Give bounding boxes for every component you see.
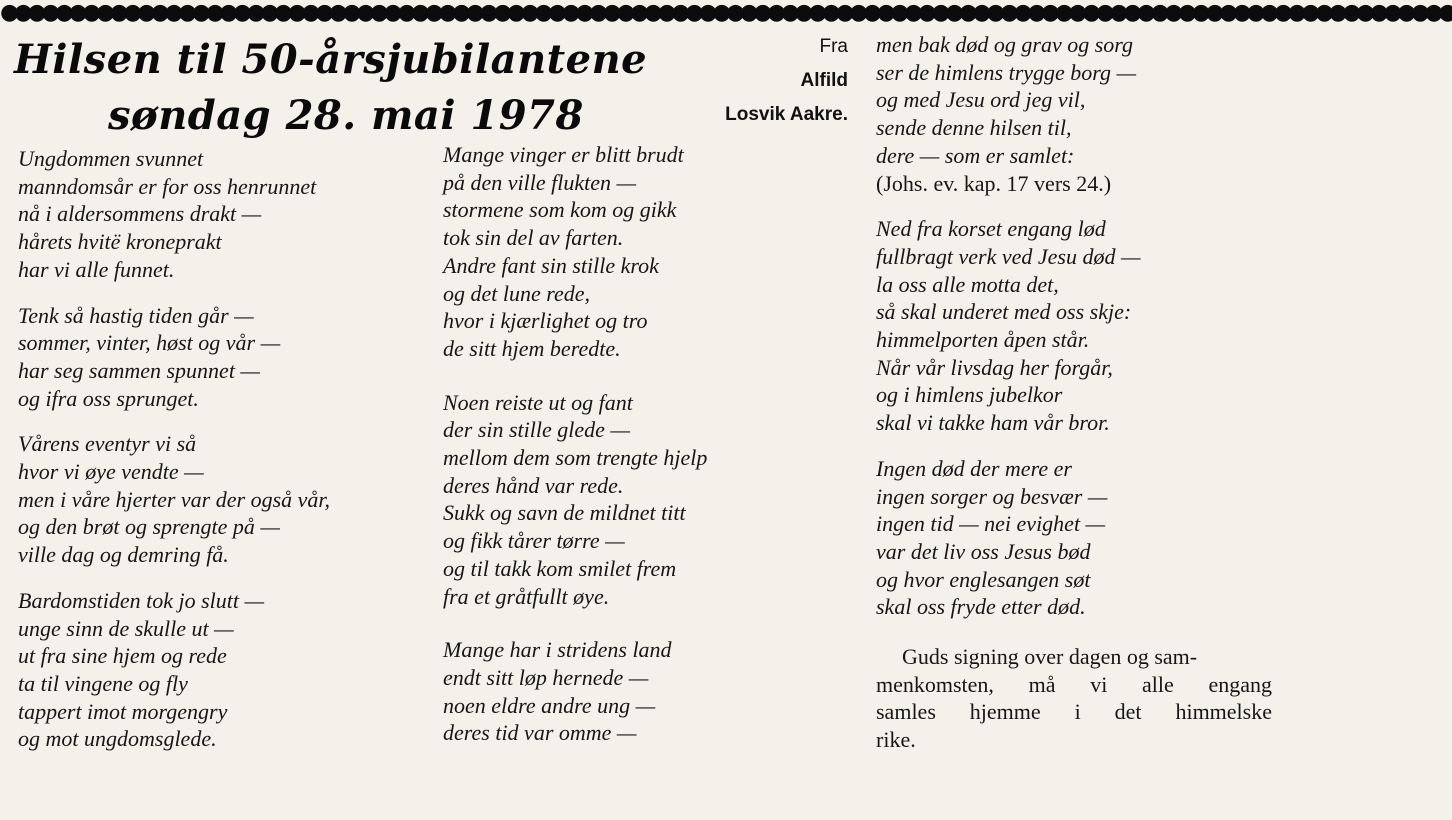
- poem-line: dere — som er samlet:: [876, 142, 1075, 168]
- poem-line: og i himlens jubelkor: [876, 382, 1063, 408]
- poem-line: men bak død og grav og sorg: [876, 32, 1134, 57]
- poem-column-3: [876, 31, 1272, 754]
- poem-line: tappert imot morgengry: [18, 698, 228, 724]
- poem-line: sende denne hilsen til,: [876, 115, 1072, 141]
- poem-line: på den ville flukten —: [443, 169, 637, 195]
- dotted-rule: ●●●●●●●●●●●●●●●●●●●●●●●●●●●●●●●●●●●●●●●●●●●●●●●●●●●●●●●●●●●●●●●●●●●●●●●●●●●●●●●●●●●●●●●●●●●●●●●●●●●●●●●●●●: [0, 0, 1452, 25]
- stanza: [876, 455, 1272, 621]
- poem-line: Sukk og savn de mildnet titt: [443, 500, 686, 526]
- poem-line: ta til vingene og fly: [18, 670, 188, 696]
- poem-column-2: [443, 141, 853, 765]
- title-line-2: søndag 28. mai 1978: [108, 92, 584, 139]
- poem-line: Noen reiste ut og fant: [443, 389, 633, 415]
- poem-line: ser de himlens trygge borg —: [876, 59, 1137, 85]
- byline-surname: Losvik Aakre.: [725, 104, 848, 125]
- stanza: [18, 587, 428, 753]
- poem-line: unge sinn de skulle ut —: [18, 615, 234, 641]
- poem-line: tok sin del av farten.: [443, 225, 624, 251]
- poem-line: Bardomstiden tok jo slutt —: [18, 587, 265, 613]
- stanza: [876, 31, 1272, 197]
- poem-line: skal oss fryde etter død.: [876, 594, 1086, 620]
- poem-line: og det lune rede,: [443, 280, 591, 306]
- poem-line: hvor i kjærlighet og tro: [443, 308, 648, 334]
- poem-line: la oss alle motta det,: [876, 271, 1059, 297]
- poem-line: stormene som kom og gikk: [443, 197, 677, 223]
- stanza: [18, 430, 428, 569]
- poem-column-1: [18, 145, 428, 771]
- poem-line: Ingen død der mere er: [876, 455, 1072, 481]
- poem-line: Andre fant sin stille krok: [443, 252, 659, 278]
- poem-line: hårets hvitë kroneprakt: [18, 229, 222, 255]
- poem-line: og fikk tårer tørre —: [443, 528, 625, 554]
- scripture-reference: (Johs. ev. kap. 17 vers 24.): [876, 170, 1112, 196]
- poem-line: var det liv oss Jesus bød: [876, 538, 1091, 564]
- byline-name: Alfild: [800, 70, 848, 91]
- poem-line: de sitt hjem beredte.: [443, 335, 621, 361]
- poem-line: noen eldre andre ung —: [443, 692, 656, 718]
- poem-line: Tenk så hastig tiden går —: [18, 302, 254, 328]
- poem-line: fullbragt verk ved Jesu død —: [876, 243, 1141, 269]
- closing-line: menkomsten, må vi alle engang: [876, 671, 1272, 697]
- poem-line: ut fra sine hjem og rede: [18, 643, 227, 669]
- poem-line: Mange har i stridens land: [443, 637, 672, 663]
- poem-line: himmelporten åpen står.: [876, 327, 1090, 353]
- poem-line: deres hånd var rede.: [443, 472, 624, 498]
- poem-line: Når vår livsdag her forgår,: [876, 354, 1113, 380]
- title-line-1: Hilsen til 50-årsjubilantene: [14, 36, 648, 83]
- poem-line: nå i aldersommens drakt —: [18, 201, 262, 227]
- stanza: [18, 302, 428, 413]
- poem-line: ingen sorger og besvær —: [876, 483, 1108, 509]
- closing-line: samles hjemme i det himmelske: [876, 699, 1272, 725]
- poem-line: fra et gråtfullt øye.: [443, 583, 610, 609]
- poem-line: Ned fra korset engang lød: [876, 216, 1106, 242]
- stanza: [876, 215, 1272, 437]
- poem-line: og med Jesu ord jeg vil,: [876, 87, 1086, 113]
- stanza: [443, 636, 853, 747]
- closing-paragraph: [876, 643, 1272, 754]
- poem-line: og mot ungdomsglede.: [18, 726, 217, 752]
- poem-line: manndomsår er for oss henrunnet: [18, 173, 317, 199]
- poem-line: har vi alle funnet.: [18, 256, 175, 282]
- poem-line: Ungdommen svunnet: [18, 146, 204, 171]
- poem-line: mellom dem som trengte hjelp: [443, 445, 708, 471]
- poem-line: skal vi takke ham vår bror.: [876, 410, 1110, 436]
- byline-from: Fra: [819, 36, 848, 57]
- closing-line: rike.: [876, 727, 916, 753]
- poem-line: men i våre hjerter var der også vår,: [18, 486, 331, 512]
- poem-line: sommer, vinter, høst og vår —: [18, 330, 281, 356]
- poem-line: deres tid var omme —: [443, 720, 637, 746]
- stanza: [443, 389, 853, 611]
- poem-line: ingen tid — nei evighet —: [876, 511, 1106, 537]
- closing-line: Guds signing over dagen og sam-: [902, 644, 1198, 670]
- poem-line: hvor vi øye vendte —: [18, 459, 204, 485]
- poem-line: og til takk kom smilet frem: [443, 555, 677, 581]
- poem-line: har seg sammen spunnet —: [18, 357, 260, 383]
- poem-line: og den brøt og sprengte på —: [18, 514, 280, 540]
- poem-line: så skal underet med oss skje:: [876, 299, 1132, 325]
- poem-line: endt sitt løp hernede —: [443, 664, 649, 690]
- stanza: [443, 141, 853, 363]
- poem-line: Vårens eventyr vi så: [18, 431, 197, 457]
- poem-line: og ifra oss sprunget.: [18, 385, 199, 411]
- stanza: [18, 145, 428, 284]
- poem-line: ville dag og demring få.: [18, 542, 229, 568]
- poem-line: Mange vinger er blitt brudt: [443, 142, 684, 167]
- poem-line: og hvor englesangen søt: [876, 566, 1091, 592]
- byline: [688, 30, 848, 132]
- poem-line: der sin stille glede —: [443, 417, 630, 443]
